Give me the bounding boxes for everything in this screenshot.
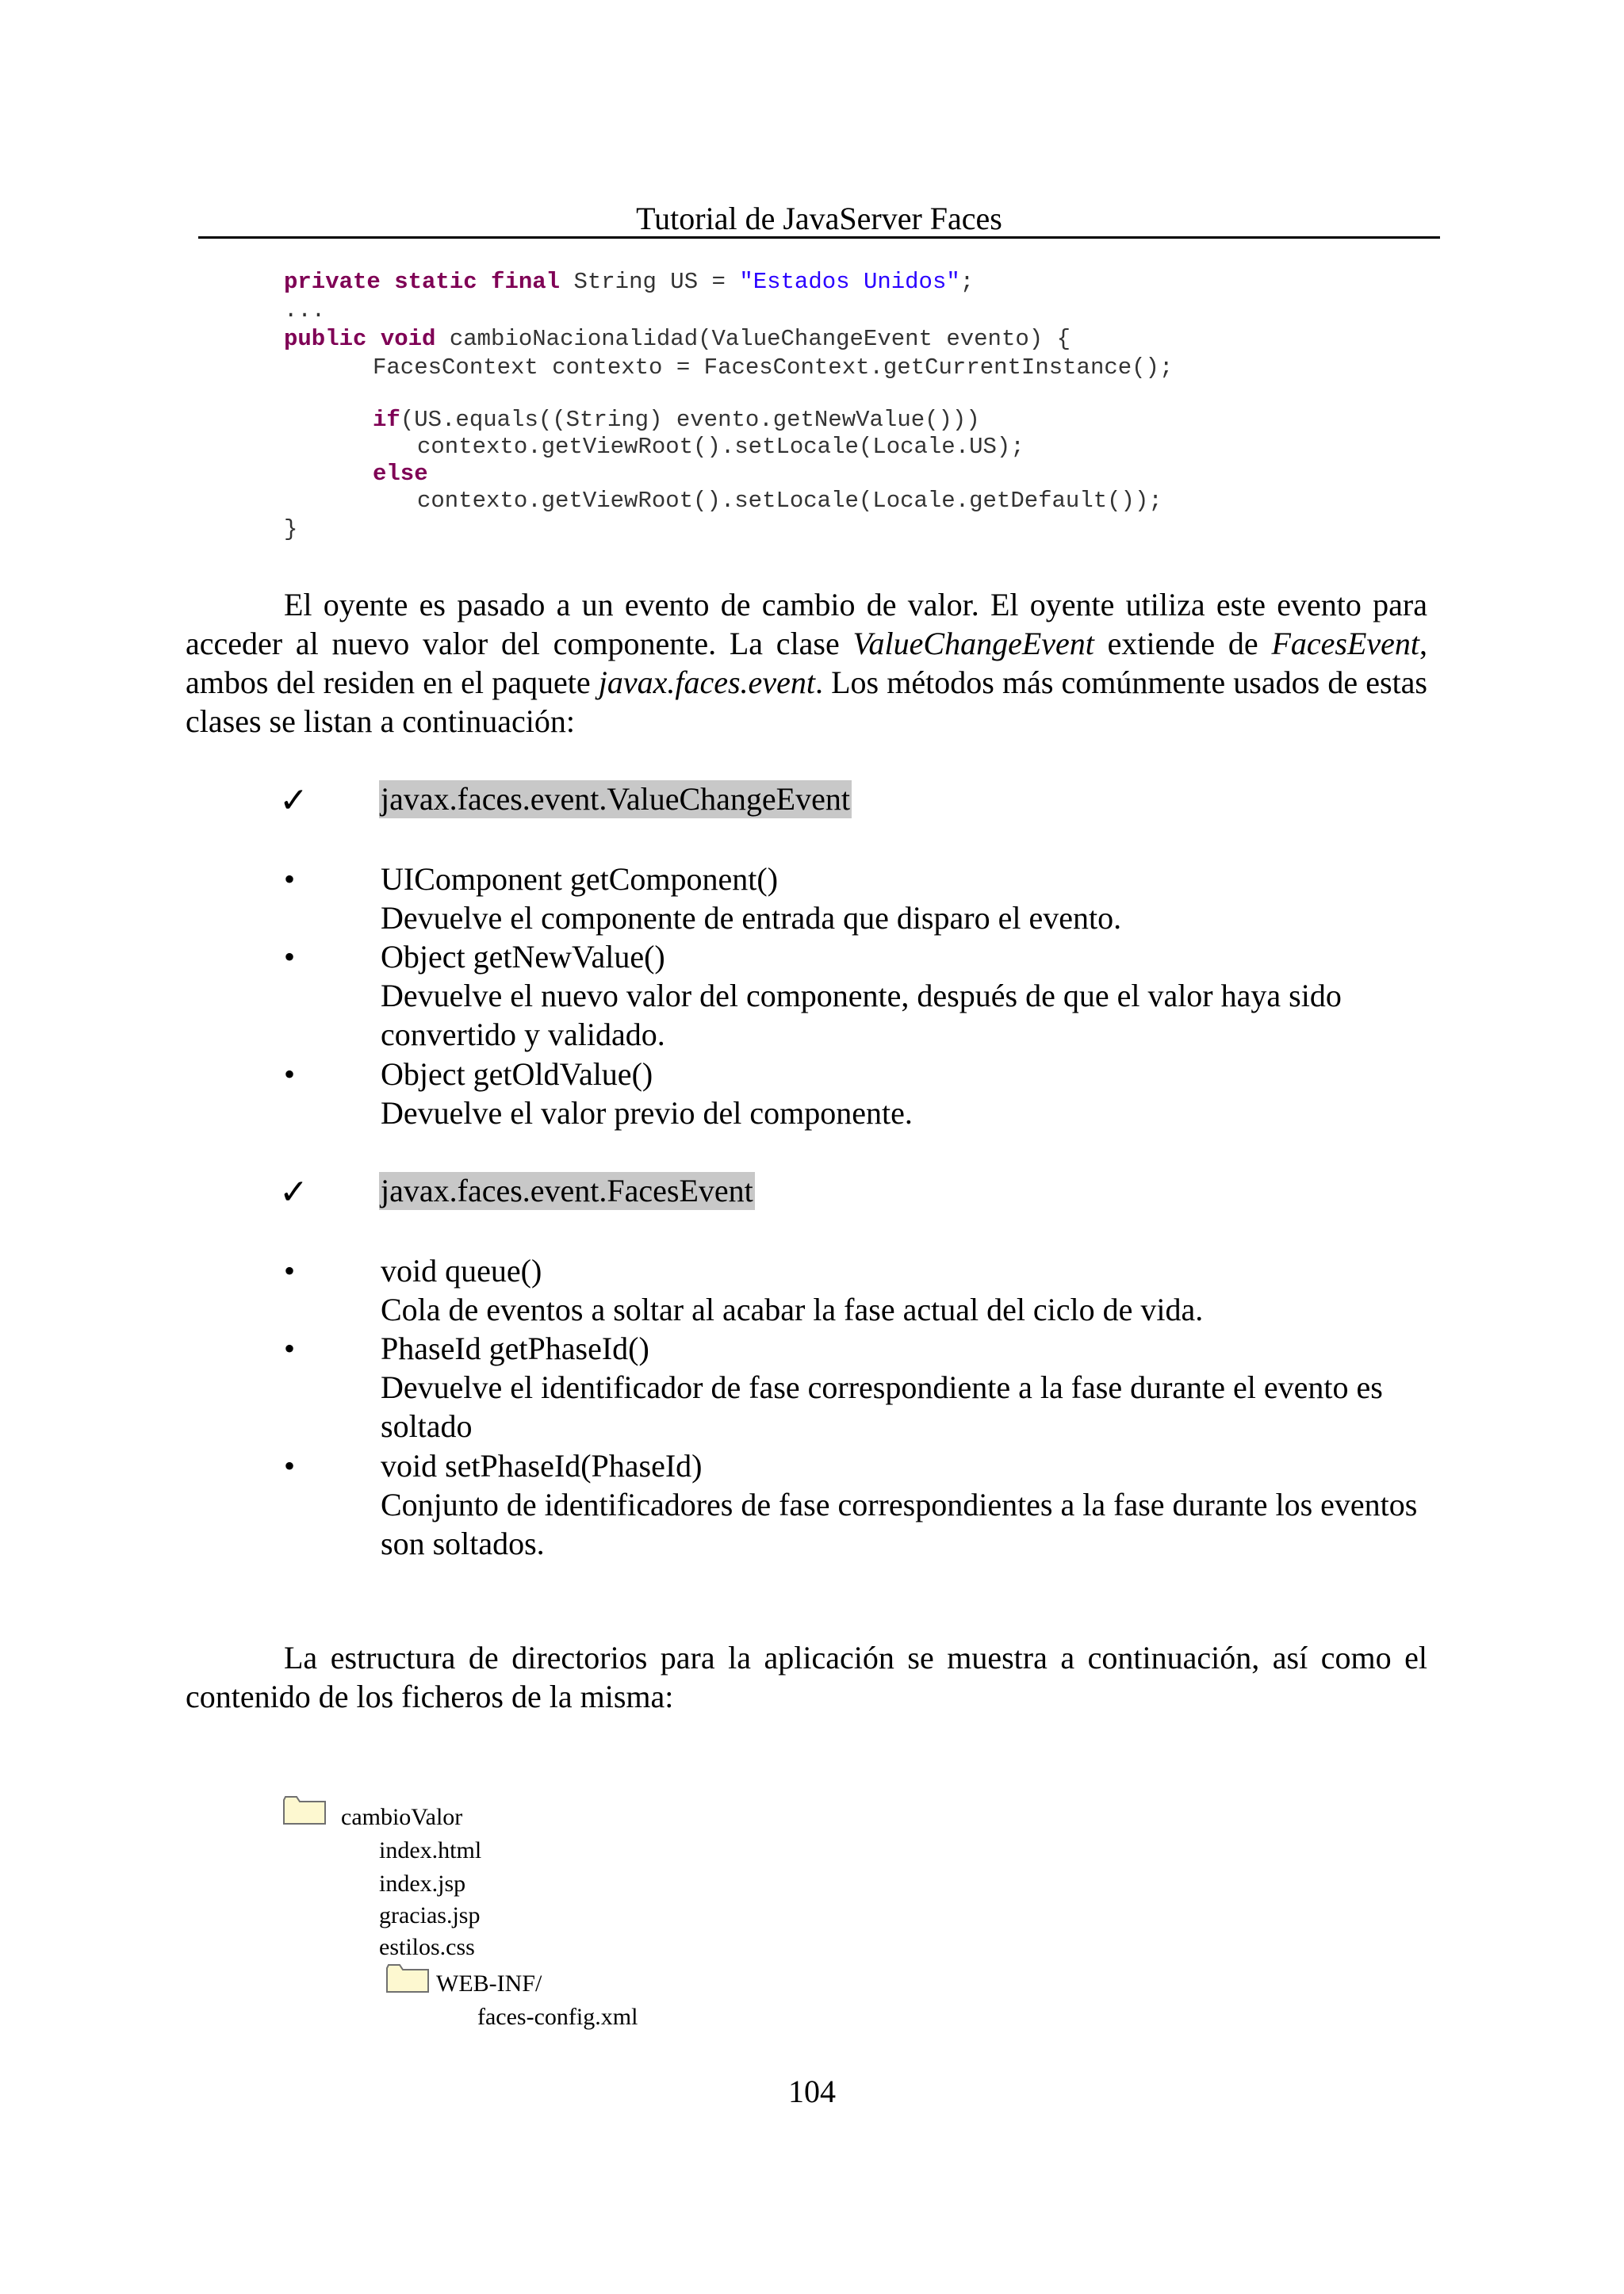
- folder-icon: [282, 1795, 327, 1825]
- code-line: contexto.getViewRoot().setLocale(Locale.US);: [417, 434, 1025, 460]
- tree-file: index.jsp: [379, 1871, 466, 1897]
- list-item: [381, 1446, 1435, 1563]
- class-name: ValueChangeEvent: [852, 626, 1094, 661]
- method-signature: Object getOldValue(): [381, 1056, 653, 1092]
- code-line: ...: [284, 297, 326, 324]
- intro-text: extiende de: [1094, 626, 1272, 661]
- section-label: javax.faces.event.FacesEvent: [381, 1173, 753, 1208]
- bullet-icon: •: [284, 939, 296, 975]
- page-header-title: Tutorial de JavaServer Faces: [636, 201, 1002, 236]
- tree-file: faces-config.xml: [477, 2004, 638, 2030]
- list-item: [381, 937, 1435, 1054]
- code-keyword: public void: [284, 326, 436, 352]
- method-signature: UIComponent getComponent(): [381, 861, 779, 897]
- code-text: (US.equals((String) evento.getNewValue())): [400, 407, 980, 433]
- code-line: [284, 325, 1071, 354]
- code-line: FacesContext contexto = FacesContext.getCurrentInstance();: [373, 354, 1174, 381]
- intro-text: . Los métodos más comúnmente usados de estas clases se listan a continuación:: [186, 664, 1427, 739]
- list-item: [381, 1329, 1435, 1446]
- code-line: else: [373, 461, 428, 487]
- tree-file: gracias.jsp: [379, 1902, 481, 1928]
- intro-paragraph: [186, 585, 1427, 741]
- bullet-icon: •: [284, 1253, 296, 1289]
- list-item: [381, 1251, 1435, 1329]
- code-line: contexto.getViewRoot().setLocale(Locale.getDefault());: [417, 488, 1162, 514]
- method-description: Conjunto de identificadores de fase correspondientes a la fase durante los eventos son soltados.: [381, 1487, 1418, 1561]
- code-line: [284, 268, 974, 297]
- header-rule: [198, 236, 1440, 239]
- folder-icon: [385, 1963, 430, 1993]
- tree-subfolder: WEB-INF/: [436, 1970, 542, 1997]
- bullet-icon: •: [284, 1331, 296, 1366]
- page-number: 104: [788, 2074, 836, 2109]
- bullet-icon: •: [284, 1448, 296, 1484]
- code-line: }: [284, 516, 298, 542]
- tree-file: index.html: [379, 1837, 482, 1863]
- method-description: Cola de eventos a soltar al acabar la fase actual del ciclo de vida.: [381, 1292, 1204, 1327]
- method-description: Devuelve el valor previo del componente.: [381, 1095, 913, 1131]
- bullet-icon: •: [284, 1056, 296, 1092]
- method-signature: void queue(): [381, 1253, 542, 1289]
- checkmark-icon: ✓: [279, 780, 308, 821]
- code-text: cambioNacionalidad(ValueChangeEvent evento) {: [435, 326, 1071, 352]
- bullet-icon: •: [284, 861, 296, 897]
- structure-text: La estructura de directorios para la aplicación se muestra a continuación, así como el contenido de los ficheros de la misma:: [186, 1640, 1427, 1714]
- method-signature: Object getNewValue(): [381, 939, 665, 975]
- intro-text: El oyente es pasado a un evento de cambio de valor. El oyente utiliza este evento para acceder al nuevo valor del componente. La clase: [186, 587, 1427, 661]
- method-description: Devuelve el componente de entrada que disparo el evento.: [381, 900, 1122, 936]
- section-label: javax.faces.event.ValueChangeEvent: [381, 781, 850, 817]
- structure-paragraph: [186, 1638, 1427, 1716]
- tree-root-folder: cambioValor: [341, 1804, 463, 1830]
- code-line: [373, 406, 980, 435]
- class-name: FacesEvent: [1271, 626, 1419, 661]
- code-keyword: if: [373, 407, 400, 433]
- method-description: Devuelve el identificador de fase correspondiente a la fase durante el evento es soltado: [381, 1369, 1383, 1444]
- code-string: "Estados Unidos": [739, 269, 960, 295]
- list-item: [381, 1055, 1435, 1132]
- intro-text: , ambos del residen en el paquete: [186, 626, 1427, 700]
- tree-file: estilos.css: [379, 1934, 475, 1960]
- code-text: String US =: [560, 269, 740, 295]
- list-item: [381, 860, 1435, 937]
- checkmark-icon: ✓: [279, 1172, 308, 1212]
- method-description: Devuelve el nuevo valor del componente, después de que el valor haya sido convertido y validado.: [381, 978, 1342, 1052]
- method-signature: void setPhaseId(PhaseId): [381, 1448, 703, 1484]
- code-keyword: private static final: [284, 269, 561, 295]
- method-signature: PhaseId getPhaseId(): [381, 1331, 649, 1366]
- package-name: javax.faces.event: [598, 664, 815, 700]
- code-text: ;: [959, 269, 975, 295]
